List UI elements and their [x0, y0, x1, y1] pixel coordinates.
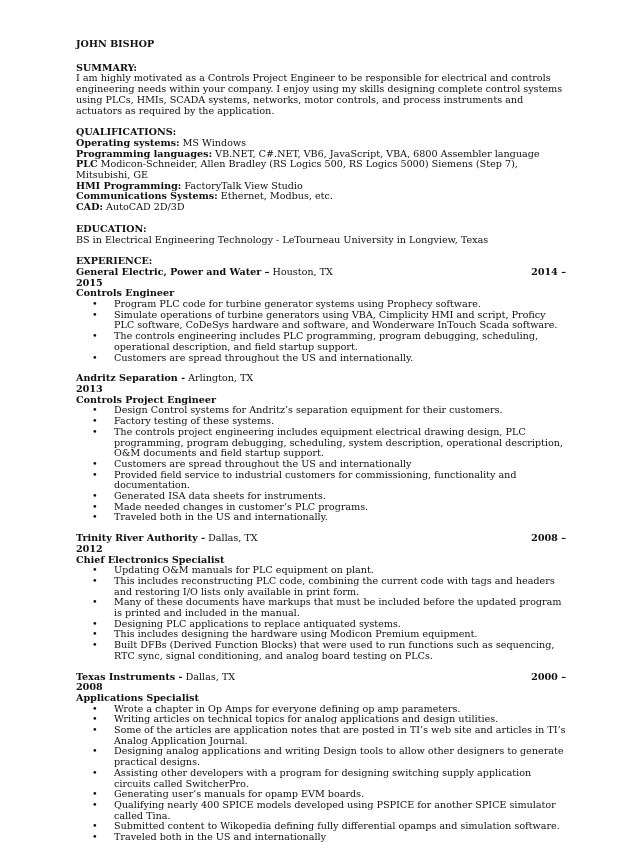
bullet-item: • Generated ISA data sheets for instruments. — [76, 492, 566, 503]
bullet-item: • Writing articles on technical topics for analog applications and design utilities. — [76, 715, 566, 726]
qualification-value: VB.NET, C#.NET, VB6, JavaScript, VBA, 6800 Assembler language — [212, 148, 540, 160]
job-title: Chief Electronics Specialist — [76, 554, 225, 566]
summary-heading: SUMMARY: — [76, 62, 137, 74]
job-entry — [76, 374, 566, 524]
job-bullets — [76, 300, 566, 364]
job-location: Dallas, TX — [182, 671, 236, 683]
job-bullets — [76, 566, 566, 662]
job-location: Houston, TX — [269, 266, 333, 278]
bullet-item: • This includes designing the hardware using Modicon Premium equipment. — [76, 630, 566, 641]
job-end-date: 2015 — [76, 277, 103, 289]
job-entry — [76, 268, 566, 364]
bullet-item: • Factory testing of these systems. — [76, 417, 566, 428]
job-start-date: 2008 – — [531, 533, 566, 545]
qualification-label: CAD: — [76, 202, 103, 214]
job-end-date: 2013 — [76, 383, 103, 395]
bullet-item: • Customers are spread throughout the US and internationally. — [76, 354, 566, 365]
bullet-item: • Traveled both in the US and internationally. — [76, 513, 566, 524]
job-bullets — [76, 705, 566, 844]
job-entry — [76, 534, 566, 662]
job-company: Texas Instruments - — [76, 671, 183, 683]
job-end-date: 2008 — [76, 682, 103, 694]
qualifications-section — [76, 128, 566, 214]
qualification-item — [76, 160, 566, 181]
job-title: Controls Project Engineer — [76, 394, 217, 406]
bullet-item: • This includes reconstructing PLC code, combining the current code with tags and headers and restoring I/O lists only available in print form. — [76, 577, 566, 598]
qualification-value: Modicon-Schneider, Allen Bradley (RS Logics 500, RS Logics 5000) Siemens (Step 7), Mitsubishi, GE — [76, 159, 518, 182]
education-heading: EDUCATION: — [76, 223, 147, 235]
experience-heading: EXPERIENCE: — [76, 256, 153, 268]
job-company: General Electric, Power and Water – — [76, 266, 270, 278]
job-start-date: 2014 – — [531, 266, 566, 278]
bullet-item: • Customers are spread throughout the US and internationally — [76, 460, 566, 471]
qualifications-list — [76, 139, 566, 214]
bullet-item: • Qualifying nearly 400 SPICE models developed using PSPICE for another SPICE simulator called Tina. — [76, 801, 566, 822]
job-company: Andritz Separation - — [76, 373, 186, 385]
summary-section — [76, 64, 566, 118]
job-header — [76, 268, 566, 279]
bullet-item: • The controls engineering includes PLC programming, program debugging, scheduling, operational description, and field startup support. — [76, 332, 566, 353]
bullet-item: • Built DFBs (Derived Function Blocks) that were used to run functions such as sequencing, RTC sync, signal conditioning, and analog board testing on PLCs. — [76, 641, 566, 662]
bullet-item: • Designing PLC applications to replace antiquated systems. — [76, 620, 566, 631]
bullet-item: • Design Control systems for Andritz’s separation equipment for their customers. — [76, 406, 566, 417]
qualification-value: FactoryTalk View Studio — [181, 180, 303, 192]
qualification-value: MS Windows — [179, 137, 247, 149]
bullet-item: • Wrote a chapter in Op Amps for everyone defining op amp parameters. — [76, 705, 566, 716]
qualification-item — [76, 203, 566, 214]
qualification-label: Communications Systems: — [76, 191, 218, 203]
bullet-item: • Some of the articles are application notes that are posted in TI’s web site and articles in TI’s Analog Application Journal. — [76, 726, 566, 747]
experience-list — [76, 268, 566, 844]
job-bullets — [76, 406, 566, 524]
bullet-item: • Updating O&M manuals for PLC equipment on plant. — [76, 566, 566, 577]
job-entry — [76, 673, 566, 844]
education-text: BS in Electrical Engineering Technology - LeTourneau University in Longview, Texas — [76, 234, 489, 246]
qualifications-heading: QUALIFICATIONS: — [76, 127, 177, 139]
qualification-label: Programming languages: — [76, 148, 213, 160]
qualification-label: PLC — [76, 159, 98, 171]
bullet-item: • Simulate operations of turbine generators using VBA, Cimplicity HMI and script, Proficy PLC software, CoDeSys hardware and software, and Wonderware InTouch Scada software. — [76, 311, 566, 332]
job-header — [76, 673, 566, 684]
qualification-label: Operating systems: — [76, 137, 180, 149]
job-header — [76, 374, 566, 385]
job-end-date: 2012 — [76, 543, 103, 555]
bullet-item: • Submitted content to Wikopedia defining fully differential opamps and simulation software. — [76, 822, 566, 833]
job-company: Trinity River Authority - — [76, 533, 206, 545]
bullet-item: • Program PLC code for turbine generator systems using Prophecy software. — [76, 300, 566, 311]
bullet-item: • Assisting other developers with a program for designing switching supply application circuits called SwitcherPro. — [76, 769, 566, 790]
bullet-item: • The controls project engineering includes equipment electrical drawing design, PLC programming, program debugging, scheduling, system description, operational description, O&M documents and field startup support. — [76, 428, 566, 460]
candidate-name: JOHN BISHOP — [76, 39, 155, 50]
bullet-item: • Traveled both in the US and internationally — [76, 833, 566, 844]
job-location: Dallas, TX — [205, 533, 258, 545]
job-title: Applications Specialist — [76, 692, 199, 704]
job-start-date: 2000 – — [531, 671, 566, 683]
bullet-item: • Designing analog applications and writing Design tools to allow other designers to generate practical designs. — [76, 747, 566, 768]
qualification-value: AutoCAD 2D/3D — [102, 202, 185, 214]
job-location: Arlington, TX — [185, 373, 254, 385]
qualification-label: HMI Programming: — [76, 180, 182, 192]
experience-section — [76, 257, 566, 844]
job-header — [76, 534, 566, 545]
bullet-item: • Generating user’s manuals for opamp EVM boards. — [76, 790, 566, 801]
education-section — [76, 225, 566, 246]
bullet-item: • Many of these documents have markups that must be included before the updated program is printed and included in the manual. — [76, 598, 566, 619]
summary-text: I am highly motivated as a Controls Project Engineer to be responsible for electrical and controls engineering needs within your company. I enjoy using my skills designing complete control systems using PLCs, HMIs, SCADA systems, networks, motor controls, and process instruments and actuators as required by the application. — [76, 73, 563, 117]
bullet-item: • Provided field service to industrial customers for commissioning, functionality and documentation. — [76, 471, 566, 492]
job-title: Controls Engineer — [76, 288, 175, 300]
qualification-value: Ethernet, Modbus, etc. — [217, 191, 333, 203]
bullet-item: • Made needed changes in customer’s PLC programs. — [76, 503, 566, 514]
